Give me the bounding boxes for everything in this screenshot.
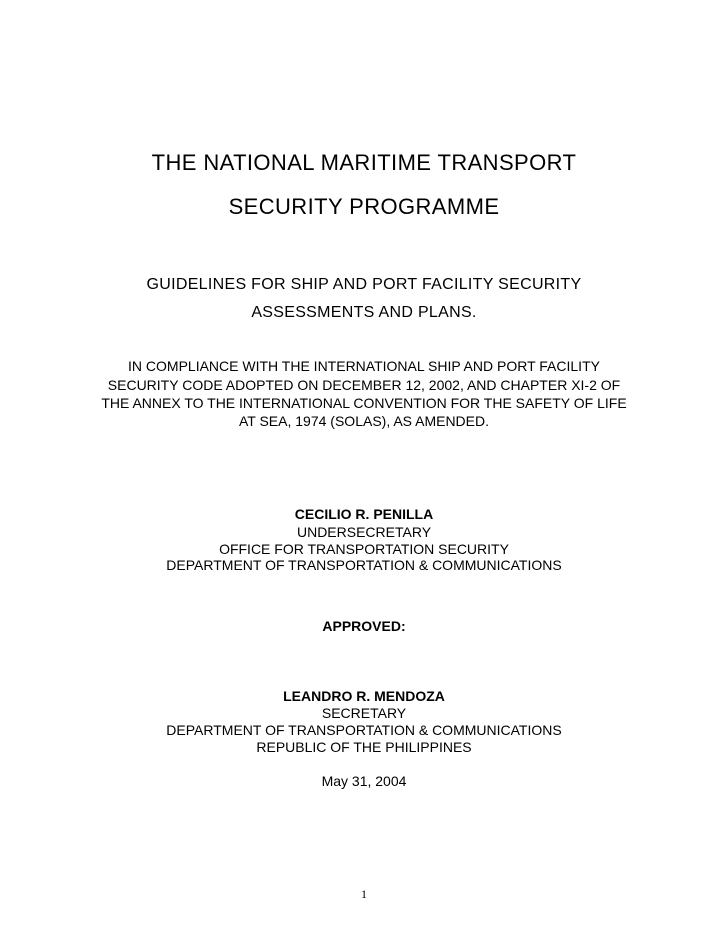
compliance-line: IN COMPLIANCE WITH THE INTERNATIONAL SHIP AND PORT FACILITY (128, 358, 600, 374)
approved-label: APPROVED: (322, 618, 406, 634)
subtitle-line: GUIDELINES FOR SHIP AND PORT FACILITY SECURITY (146, 276, 582, 293)
title-line: SECURITY PROGRAMME (228, 194, 500, 219)
subtitle-line: ASSESSMENTS AND PLANS. (251, 304, 477, 321)
signatory-position: UNDERSECRETARY (296, 524, 432, 540)
signatory-name: CECILIO R. PENILLA (294, 506, 434, 522)
compliance-line: THE ANNEX TO THE INTERNATIONAL CONVENTION FOR THE SAFETY OF LIFE (101, 395, 627, 411)
title-line: THE NATIONAL MARITIME TRANSPORT (151, 150, 577, 175)
page-number: 1 (361, 887, 367, 901)
signatory-department: DEPARTMENT OF TRANSPORTATION & COMMUNICATIONS (166, 722, 562, 738)
signatory-country: REPUBLIC OF THE PHILIPPINES (256, 739, 472, 755)
signatory-name: LEANDRO R. MENDOZA (283, 688, 445, 704)
compliance-line: AT SEA, 1974 (SOLAS), AS AMENDED. (238, 413, 490, 429)
signatory-department: DEPARTMENT OF TRANSPORTATION & COMMUNICATIONS (166, 557, 562, 573)
compliance-line: SECURITY CODE ADOPTED ON DECEMBER 12, 2002, AND CHAPTER XI-2 OF (107, 377, 621, 393)
document-date: May 31, 2004 (321, 773, 407, 789)
signatory-office: OFFICE FOR TRANSPORTATION SECURITY (219, 541, 509, 557)
signatory-position: SECRETARY (321, 705, 407, 721)
